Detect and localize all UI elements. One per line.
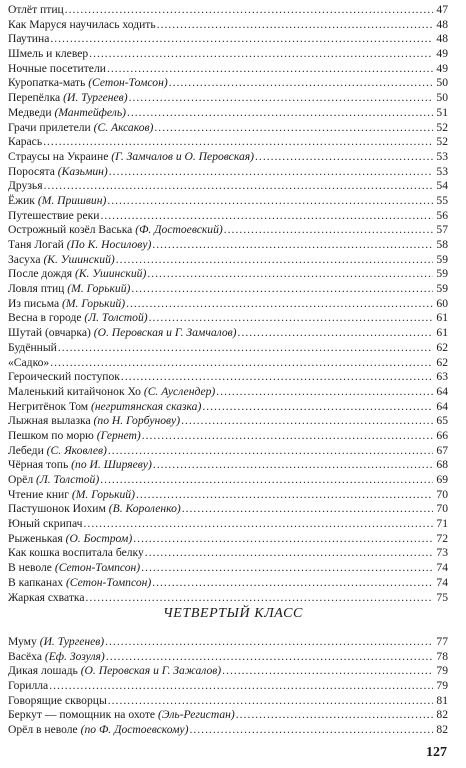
dot-leader xyxy=(100,473,433,488)
toc-entry-page: 74 xyxy=(436,575,448,589)
toc-entry-page: 62 xyxy=(436,340,448,354)
dot-leader xyxy=(131,282,433,297)
story-title: Шутай (овчарка) xyxy=(8,326,94,340)
story-title: Страусы на Украине xyxy=(8,149,112,163)
story-author: (С. Яковлев) xyxy=(46,443,107,457)
dot-leader xyxy=(58,341,433,356)
toc-entry-title xyxy=(8,532,132,547)
toc-entry-title xyxy=(8,223,223,238)
toc-entry xyxy=(8,282,448,297)
toc-entry xyxy=(8,3,448,18)
toc-entry-title xyxy=(8,311,148,326)
toc-entry-title xyxy=(8,209,99,224)
toc-entry xyxy=(8,121,448,136)
dot-leader xyxy=(133,532,433,547)
toc-entry-page: 74 xyxy=(436,561,448,575)
toc-entry-page: 50 xyxy=(436,76,448,90)
story-title: Негритёнок Том xyxy=(8,399,92,413)
dot-leader xyxy=(145,546,433,561)
toc-entry-page: 65 xyxy=(436,414,448,428)
story-title: Юный скрипач xyxy=(8,517,83,531)
toc-entry xyxy=(8,385,448,400)
toc-entry-title xyxy=(8,356,49,371)
story-title: Грачи прилетели xyxy=(8,120,94,134)
toc-entry-title xyxy=(8,473,99,488)
toc-entry-title xyxy=(8,238,151,253)
dot-leader xyxy=(236,708,433,723)
story-author: (М. Горький) xyxy=(67,282,131,296)
dot-leader xyxy=(153,458,433,473)
dot-leader xyxy=(136,488,433,503)
story-author: (М. Горький) xyxy=(62,296,126,310)
story-title: Медведи xyxy=(8,105,55,119)
toc-entry xyxy=(8,356,448,371)
toc-entry-page: 71 xyxy=(436,517,448,531)
story-title: Муму xyxy=(8,635,40,648)
toc-entry-title xyxy=(8,517,83,532)
toc-entry-title xyxy=(8,18,156,33)
toc-entry xyxy=(8,326,448,341)
story-title: Маленький китайчонок Хо xyxy=(8,384,144,398)
dot-leader xyxy=(105,635,433,650)
toc-entry-page: 49 xyxy=(436,61,448,75)
story-author: (К. Ушинский) xyxy=(74,267,147,281)
dot-leader xyxy=(127,106,433,121)
story-title: Карась xyxy=(8,135,43,149)
toc-entry-page: 73 xyxy=(436,546,448,560)
toc-entry xyxy=(8,106,448,121)
dot-leader xyxy=(86,591,433,606)
toc-entry-title xyxy=(8,591,85,606)
story-title: Из письма xyxy=(8,296,62,310)
toc-entry-page: 54 xyxy=(436,179,448,193)
toc-entry xyxy=(8,194,448,209)
toc-entry xyxy=(8,458,448,473)
story-author: (М. Пришвин) xyxy=(37,193,107,207)
toc-entry xyxy=(8,47,448,62)
toc-entry xyxy=(8,635,448,650)
dot-leader xyxy=(149,311,433,326)
toc-entry xyxy=(8,238,448,253)
toc-entry-title xyxy=(8,708,235,723)
story-title: Жаркая схватка xyxy=(8,590,85,604)
toc-entry-title xyxy=(8,488,135,503)
dot-leader xyxy=(157,18,433,33)
toc-entry xyxy=(8,297,448,312)
story-author: (Ф. Достоевский) xyxy=(135,223,223,237)
story-title: Чёрная топь xyxy=(8,458,72,472)
dot-leader xyxy=(89,47,433,62)
toc-entry-page: 53 xyxy=(436,164,448,178)
story-author: (Мантейфель) xyxy=(54,105,126,119)
toc-entry-page: 75 xyxy=(436,590,448,604)
story-title: Путешествие реки xyxy=(8,208,100,222)
toc-entry-page: 48 xyxy=(436,32,448,46)
dot-leader xyxy=(108,444,433,459)
story-title: Засуха xyxy=(8,252,44,266)
toc-entry-title xyxy=(8,370,120,385)
toc-entry-title xyxy=(8,502,181,517)
toc-entry-title xyxy=(8,297,125,312)
dot-leader xyxy=(50,32,433,47)
toc-entry xyxy=(8,517,448,532)
story-title: Будённый xyxy=(8,340,57,354)
toc-entry-title xyxy=(8,414,180,429)
toc-section-third-grade xyxy=(8,3,448,605)
dot-leader xyxy=(129,91,433,106)
story-author: (по Ф. Достоевскому) xyxy=(80,723,189,737)
toc-entry-title xyxy=(8,694,107,709)
toc-entry-page: 62 xyxy=(436,355,448,369)
story-title: Орёл в неволе xyxy=(8,723,81,737)
dot-leader xyxy=(107,194,433,209)
story-title: Орёл xyxy=(8,473,36,486)
toc-entry-page: 77 xyxy=(436,635,448,648)
dot-leader xyxy=(106,650,433,665)
story-author: (О. Перовская и Г. Зажалов) xyxy=(80,664,222,678)
toc-entry-title xyxy=(8,444,107,459)
toc-entry-page: 68 xyxy=(436,458,448,472)
story-title: После дождя xyxy=(8,267,75,281)
story-title: Поросята xyxy=(8,164,58,178)
story-title: Васёха xyxy=(8,649,45,663)
story-title: Горилла xyxy=(8,679,49,693)
toc-section-fourth-grade xyxy=(8,635,448,738)
story-author: (О. Перовская и Г. Замчалов) xyxy=(93,326,237,340)
toc-entry xyxy=(8,18,448,33)
story-title: Острожный козёл Васька xyxy=(8,223,136,237)
dot-leader xyxy=(216,385,433,400)
story-author: (Л. Толстой) xyxy=(36,473,100,486)
toc-entry xyxy=(8,502,448,517)
toc-entry xyxy=(8,488,448,503)
toc-entry-page: 70 xyxy=(436,502,448,516)
toc-entry xyxy=(8,179,448,194)
toc-entry xyxy=(8,370,448,385)
toc-entry-title xyxy=(8,150,254,165)
story-title: Пешком по морю xyxy=(8,428,97,442)
toc-entry-page: 57 xyxy=(436,223,448,237)
toc-entry-title xyxy=(8,341,57,356)
dot-leader xyxy=(255,150,433,165)
toc-entry-title xyxy=(8,165,108,180)
story-title: Таня Логай xyxy=(8,238,67,251)
story-author: (негритянская сказка) xyxy=(91,399,202,413)
dot-leader xyxy=(108,694,433,709)
dot-leader xyxy=(49,679,433,694)
toc-entry-title xyxy=(8,400,201,415)
page-number: 127 xyxy=(426,745,447,760)
toc-entry-title xyxy=(8,3,64,18)
toc-entry xyxy=(8,253,448,268)
dot-leader xyxy=(202,400,433,415)
story-author: (С. Аксаков) xyxy=(93,120,154,134)
toc-entry xyxy=(8,444,448,459)
story-author: (Сетон-Томсон) xyxy=(88,76,168,90)
story-title: Дикая лошадь xyxy=(8,664,81,678)
toc-entry-title xyxy=(8,282,130,297)
toc-entry-page: 56 xyxy=(436,208,448,222)
toc-entry-title xyxy=(8,679,48,694)
dot-leader xyxy=(181,414,433,429)
toc-entry-title xyxy=(8,121,153,136)
toc-entry xyxy=(8,473,448,488)
toc-entry-title xyxy=(8,179,43,194)
toc-entry-page: 79 xyxy=(436,664,448,678)
story-author: (Еф. Зозуля) xyxy=(44,649,105,663)
story-author: (К. Ушинский) xyxy=(43,252,115,266)
toc-entry-page: 72 xyxy=(436,531,448,545)
story-title: Лебеди xyxy=(8,443,47,457)
toc-entry xyxy=(8,150,448,165)
toc-entry-title xyxy=(8,723,188,738)
toc-entry xyxy=(8,311,448,326)
dot-leader xyxy=(141,561,433,576)
story-author: (По К. Носилову) xyxy=(66,238,152,251)
toc-entry-page: 47 xyxy=(436,3,448,16)
story-title: «Садко» xyxy=(8,355,50,369)
story-author: (Казьмин) xyxy=(57,164,108,178)
toc-entry-page: 55 xyxy=(436,193,448,207)
toc-entry-title xyxy=(8,635,104,650)
toc-entry xyxy=(8,267,448,282)
dot-leader xyxy=(224,223,433,238)
toc-entry-page: 52 xyxy=(436,135,448,149)
toc-entry xyxy=(8,591,448,606)
story-title: Говорящие скворцы xyxy=(8,693,107,707)
toc-entry-title xyxy=(8,664,221,679)
toc-entry-page: 59 xyxy=(436,267,448,281)
dot-leader xyxy=(189,723,433,738)
story-title: Как кошка воспитала белку xyxy=(8,546,144,560)
toc-entry-page: 59 xyxy=(436,282,448,296)
story-title: Шмель и клевер xyxy=(8,47,89,61)
toc-entry xyxy=(8,679,448,694)
toc-entry-page: 64 xyxy=(436,384,448,398)
story-author: (по Н. Горбунову) xyxy=(93,414,181,428)
dot-leader xyxy=(152,238,433,253)
toc-entry-page: 60 xyxy=(436,296,448,310)
story-title: Паутина xyxy=(8,32,50,46)
toc-entry-title xyxy=(8,267,146,282)
story-title: В капканах xyxy=(8,575,66,589)
toc-entry xyxy=(8,91,448,106)
toc-entry xyxy=(8,429,448,444)
toc-entry-title xyxy=(8,546,144,561)
toc-entry-title xyxy=(8,135,42,150)
toc-entry-title xyxy=(8,91,128,106)
toc-entry-page: 69 xyxy=(436,473,448,486)
story-author: (по И. Ширяеву) xyxy=(71,458,152,472)
toc-entry-page: 51 xyxy=(436,105,448,119)
toc-entry-title xyxy=(8,47,88,62)
toc-entry-title xyxy=(8,32,49,47)
toc-entry-page: 58 xyxy=(436,238,448,251)
story-title: Лыжная вылазка xyxy=(8,414,94,428)
dot-leader xyxy=(100,209,433,224)
toc-entry xyxy=(8,135,448,150)
dot-leader xyxy=(126,297,433,312)
dot-leader xyxy=(84,517,433,532)
story-author: (Сетон-Томпсон) xyxy=(65,575,152,589)
dot-leader xyxy=(222,664,433,679)
story-author: (Л. Толстой) xyxy=(84,311,148,325)
story-author: (О. Бостром) xyxy=(65,531,133,545)
dot-leader xyxy=(50,356,433,371)
toc-entry-page: 79 xyxy=(436,679,448,693)
toc-entry xyxy=(8,165,448,180)
story-title: Беркут — помощник на охоте xyxy=(8,708,158,722)
dot-leader xyxy=(44,179,433,194)
story-title: Куропатка-мать xyxy=(8,76,89,90)
toc-entry-title xyxy=(8,650,105,665)
toc-entry-page: 61 xyxy=(436,311,448,325)
dot-leader xyxy=(182,502,433,517)
toc-entry-title xyxy=(8,106,126,121)
dot-leader xyxy=(142,429,433,444)
toc-entry-title xyxy=(8,326,237,341)
story-author: (И. Тургенев) xyxy=(39,635,105,648)
toc-entry-page: 82 xyxy=(436,723,448,737)
toc-entry-page: 82 xyxy=(436,708,448,722)
story-title: Чтение книг xyxy=(8,487,72,501)
story-title: Отлёт птиц xyxy=(8,3,64,16)
dot-leader xyxy=(169,76,433,91)
toc-entry-page: 59 xyxy=(436,252,448,266)
toc-entry xyxy=(8,32,448,47)
toc-entry-page: 66 xyxy=(436,428,448,442)
toc-entry-title xyxy=(8,561,140,576)
story-author: (С. Ауслендер) xyxy=(143,384,216,398)
dot-leader xyxy=(147,267,433,282)
toc-entry-page: 49 xyxy=(436,47,448,61)
story-title: Пастушонок Иохим xyxy=(8,502,109,516)
toc-entry-page: 50 xyxy=(436,91,448,105)
toc-entry-title xyxy=(8,62,106,77)
story-author: (В. Короленко) xyxy=(108,502,181,516)
dot-leader xyxy=(65,3,433,18)
story-title: Ловля птиц xyxy=(8,282,68,296)
toc-entry-title xyxy=(8,576,151,591)
dot-leader xyxy=(109,165,433,180)
toc-entry xyxy=(8,723,448,738)
story-author: (Сетон-Томпсон) xyxy=(54,561,141,575)
dot-leader xyxy=(116,253,433,268)
dot-leader xyxy=(107,62,433,77)
toc-entry xyxy=(8,76,448,91)
toc-entry-page: 70 xyxy=(436,487,448,501)
dot-leader xyxy=(152,576,433,591)
toc-entry-page: 48 xyxy=(436,17,448,31)
story-author: (Гернет) xyxy=(96,428,141,442)
dot-leader xyxy=(43,135,433,150)
story-title: Перепёлка xyxy=(8,91,64,105)
toc-entry xyxy=(8,561,448,576)
toc-entry xyxy=(8,664,448,679)
toc-entry-page: 78 xyxy=(436,649,448,663)
dot-leader xyxy=(121,370,433,385)
toc-entry-page: 81 xyxy=(436,693,448,707)
toc-entry xyxy=(8,223,448,238)
dot-leader xyxy=(238,326,433,341)
story-title: Как Маруся научилась ходить xyxy=(8,17,156,31)
dot-leader xyxy=(154,121,433,136)
story-title: Друзья xyxy=(8,179,43,193)
toc-entry xyxy=(8,209,448,224)
toc-entry xyxy=(8,400,448,415)
story-title: Рыженькая xyxy=(8,531,66,545)
toc-entry-page: 52 xyxy=(436,120,448,134)
toc-entry xyxy=(8,62,448,77)
toc-entry-title xyxy=(8,458,152,473)
toc-entry xyxy=(8,546,448,561)
toc-entry-title xyxy=(8,429,141,444)
toc-entry-page: 64 xyxy=(436,399,448,413)
story-author: (И. Тургенев) xyxy=(63,91,128,105)
toc-entry xyxy=(8,576,448,591)
toc-entry-page: 63 xyxy=(436,370,448,384)
toc-entry-page: 67 xyxy=(436,443,448,457)
story-title: Весна в городе xyxy=(8,311,85,325)
toc-entry xyxy=(8,708,448,723)
toc-entry-title xyxy=(8,194,106,209)
toc-entry-title xyxy=(8,253,115,268)
section-heading-fourth-grade: ЧЕТВЕРТЫЙ КЛАСС xyxy=(163,606,303,621)
toc-entry-page: 61 xyxy=(436,326,448,340)
toc-entry-page: 53 xyxy=(436,149,448,163)
toc-entry xyxy=(8,694,448,709)
toc-entry xyxy=(8,414,448,429)
toc-entry-title xyxy=(8,385,215,400)
story-title: Ёжик xyxy=(8,193,38,207)
story-title: В неволе xyxy=(8,561,55,575)
toc-entry xyxy=(8,650,448,665)
toc-entry-title xyxy=(8,76,168,91)
story-author: (Эль-Регистан) xyxy=(157,708,235,722)
story-author: (М. Горький) xyxy=(71,487,135,501)
story-title: Героический поступок xyxy=(8,370,120,384)
toc-entry xyxy=(8,341,448,356)
story-author: (Г. Замчалов и О. Перовская) xyxy=(111,149,255,163)
story-title: Ночные посетители xyxy=(8,61,106,75)
toc-entry xyxy=(8,532,448,547)
